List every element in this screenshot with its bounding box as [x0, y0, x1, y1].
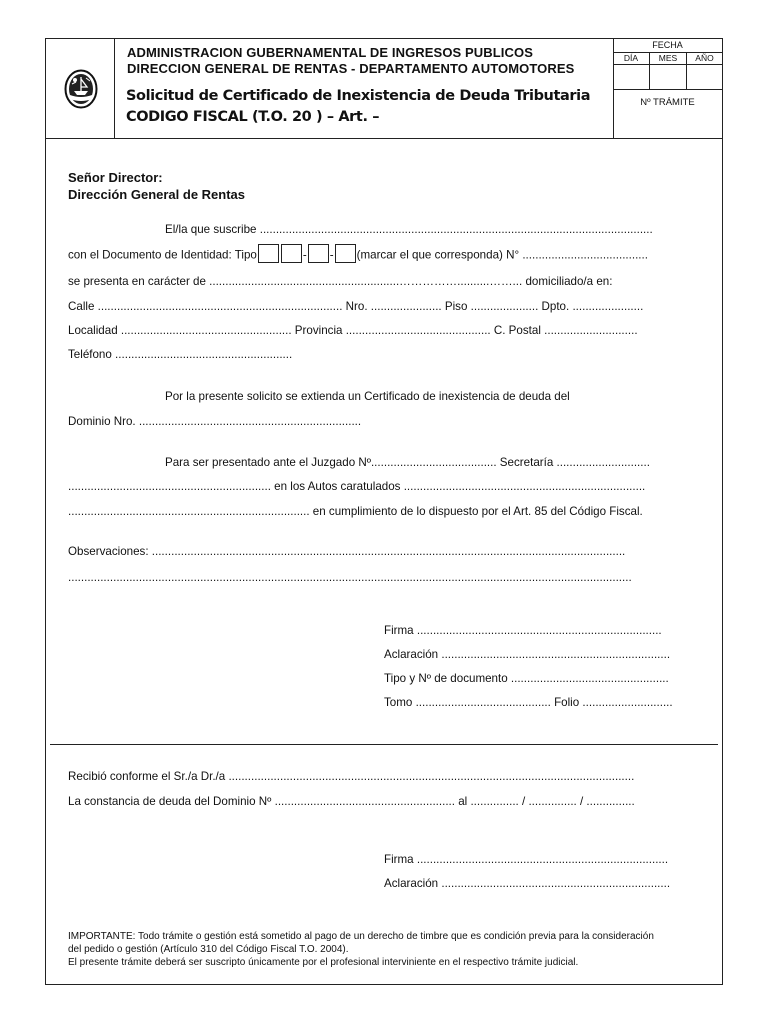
clarification-line[interactable]: Aclaración .......................................................................: [384, 648, 671, 661]
caracter-line[interactable]: se presenta en carácter de ...........................................................……………..........……... domiciliado/a en:: [68, 275, 613, 288]
organization-name: ADMINISTRACION GUBERNAMENTAL DE INGRESOS PUBLICOS: [127, 45, 533, 60]
document-number-label[interactable]: (marcar el que corresponda) N° .......................................: [356, 248, 648, 262]
section-divider: [50, 744, 718, 745]
mes-label: MES: [650, 52, 687, 65]
debt-record-line[interactable]: La constancia de deuda del Dominio Nº ........................................................ al ............... / ............... / ...............: [68, 795, 635, 808]
suscribe-line[interactable]: El/la que suscribe ..........................................................................................................................: [165, 223, 653, 236]
tomo-folio-line[interactable]: Tomo .......................................... Folio ............................: [384, 696, 673, 709]
request-text: Por la presente solicito se extienda un Certificado de inexistencia de deuda del: [165, 390, 570, 403]
anio-field[interactable]: [687, 65, 722, 90]
observations-line[interactable]: Observaciones: ...................................................................................................................................................: [68, 545, 626, 558]
document-type-label: con el Documento de Identidad: Tipo: [68, 248, 257, 262]
observations-line-2[interactable]: ...............................................................................................................................................................................: [68, 571, 632, 584]
dia-field[interactable]: [613, 65, 650, 90]
received-by-line[interactable]: Recibió conforme el Sr./a Dr./a ..............................................................................................................................: [68, 770, 635, 783]
fecha-label: FECHA: [613, 39, 722, 53]
document-type-line: [68, 248, 648, 263]
tramite-label: Nº TRÁMITE: [640, 97, 695, 108]
doc-type-separator: -: [329, 248, 334, 262]
department-name: DIRECCION GENERAL DE RENTAS - DEPARTAMENTO AUTOMOTORES: [127, 61, 575, 76]
mes-field[interactable]: [650, 65, 687, 90]
important-note-line3: El presente trámite deberá ser suscripto únicamente por el profesional interviniente en el respectivo trámite judicial.: [68, 957, 579, 968]
form-header: [46, 39, 722, 139]
doc-type-checkbox-3[interactable]: [308, 244, 329, 263]
anio-label: AÑO: [687, 52, 722, 65]
greeting-line2: Dirección General de Rentas: [68, 187, 246, 202]
doc-type-checkbox-4[interactable]: [335, 244, 356, 263]
doc-type-separator: -: [302, 248, 307, 262]
compliance-line[interactable]: ........................................................................... en cumplimiento de lo dispuesto por el Art. 85 del Código Fiscal.: [68, 505, 643, 518]
domain-line[interactable]: Dominio Nro. .....................................................................: [68, 415, 362, 428]
doc-type-checkbox-1[interactable]: [258, 244, 279, 263]
doc-type-checkbox-2[interactable]: [281, 244, 302, 263]
greeting-line1: Señor Director:: [68, 170, 163, 185]
phone-line[interactable]: Teléfono .......................................................: [68, 348, 293, 361]
logo-cell: [46, 39, 115, 138]
date-cell: [613, 39, 722, 138]
locality-line[interactable]: Localidad ..................................................... Provincia ............................................. C. Postal .............................: [68, 324, 638, 337]
case-title-line[interactable]: ............................................................... en los Autos caratulados ...........................................................................: [68, 480, 646, 493]
dia-label: DÍA: [613, 52, 650, 65]
form-title: Solicitud de Certificado de Inexistencia de Deuda Tributaria: [126, 88, 591, 104]
document-id-line[interactable]: Tipo y Nº de documento .................................................: [384, 672, 669, 685]
signature-line[interactable]: Firma ............................................................................: [384, 624, 662, 637]
important-note-line1: IMPORTANTE: Todo trámite o gestión está sometido al pago de un derecho de timbre que es condición previa para la consideración: [68, 931, 654, 942]
address-line[interactable]: Calle ............................................................................ Nro. ...................... Piso ..................... Dpto. ......................: [68, 300, 644, 313]
important-note-line2: del pedido o gestión (Artículo 310 del Código Fiscal T.O. 2004).: [68, 944, 349, 955]
receipt-clarification-line[interactable]: Aclaración .......................................................................: [384, 877, 671, 890]
receipt-signature-line[interactable]: Firma ..............................................................................: [384, 853, 669, 866]
court-line[interactable]: Para ser presentado ante el Juzgado Nº....................................... Secretaría .............................: [165, 456, 650, 469]
fiscal-code: CODIGO FISCAL (T.O. 20 ) – Art. –: [126, 109, 380, 125]
title-cell: [114, 39, 614, 138]
city-shield-logo: [64, 69, 98, 109]
